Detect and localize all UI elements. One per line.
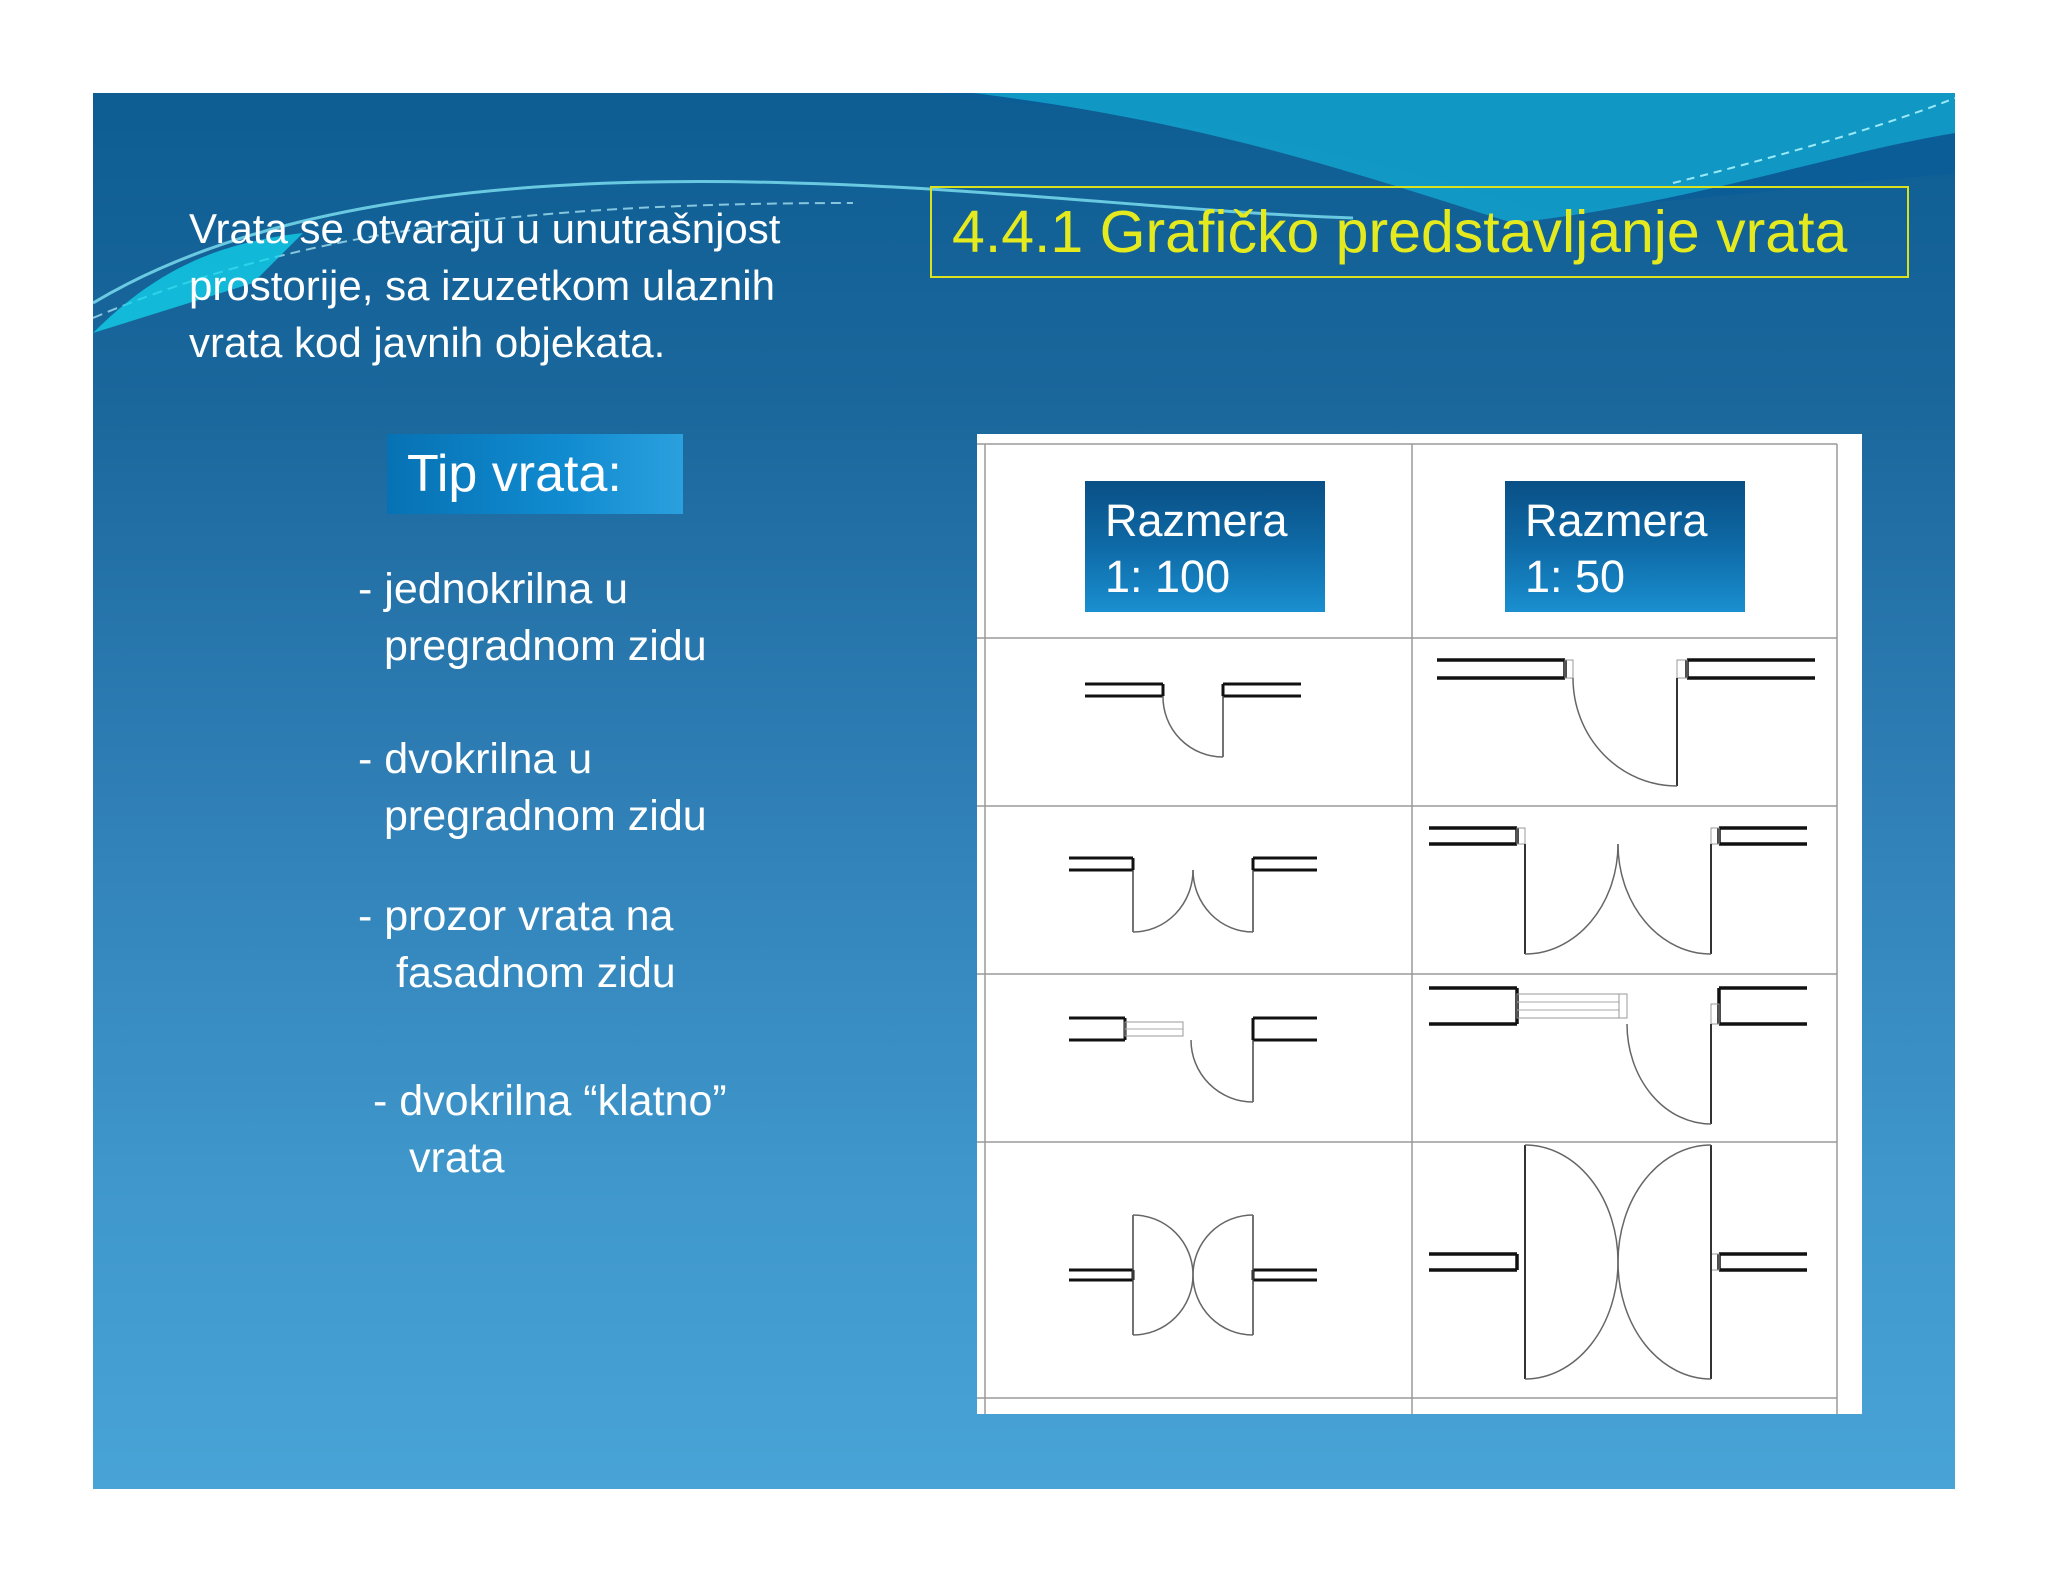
scale-label: Razmera [1525,495,1708,546]
door-type-item [358,561,707,675]
tip-label-box: Tip vrata: [387,434,683,514]
scale-value: 1: 50 [1525,551,1626,602]
slide-title: 4.4.1 Grafičko predstavljanje vrata [930,186,1909,278]
door-type-line: pregradnom zidu [384,622,707,670]
door-symbol-single-50 [1437,660,1815,786]
door-type-line: vrata [409,1134,505,1182]
intro-line: Vrata se otvaraju u unutrašnjost [189,205,781,252]
scale-label: Razmera [1105,495,1288,546]
door-type-line: - dvokrilna “klatno” [373,1077,727,1125]
door-type-item [358,731,707,845]
door-symbol-single-100 [1085,684,1301,757]
door-type-item [358,888,676,1002]
door-symbol-swing-50 [1429,1145,1807,1379]
door-symbol-swing-100 [1069,1215,1317,1335]
door-symbol-double-100 [1069,858,1317,932]
door-type-line: pregradnom zidu [384,792,707,840]
door-symbols-table [977,434,1862,1414]
door-type-line: fasadnom zidu [396,949,676,997]
intro-line: vrata kod javnih objekata. [189,319,666,366]
door-symbol-window-50 [1429,988,1807,1124]
door-type-line: - jednokrilna u [358,565,629,613]
intro-text [189,200,889,371]
slide [93,93,1955,1489]
door-type-item [373,1073,727,1187]
door-type-line: - prozor vrata na [358,892,674,940]
door-type-line: - dvokrilna u [358,735,593,783]
door-symbol-double-50 [1429,828,1807,954]
intro-line: prostorije, sa izuzetkom ulaznih [189,262,775,309]
scale-header-1-50 [1505,481,1745,612]
scale-value: 1: 100 [1105,551,1231,602]
door-symbol-window-100 [1069,1018,1317,1102]
scale-header-1-100 [1085,481,1325,612]
